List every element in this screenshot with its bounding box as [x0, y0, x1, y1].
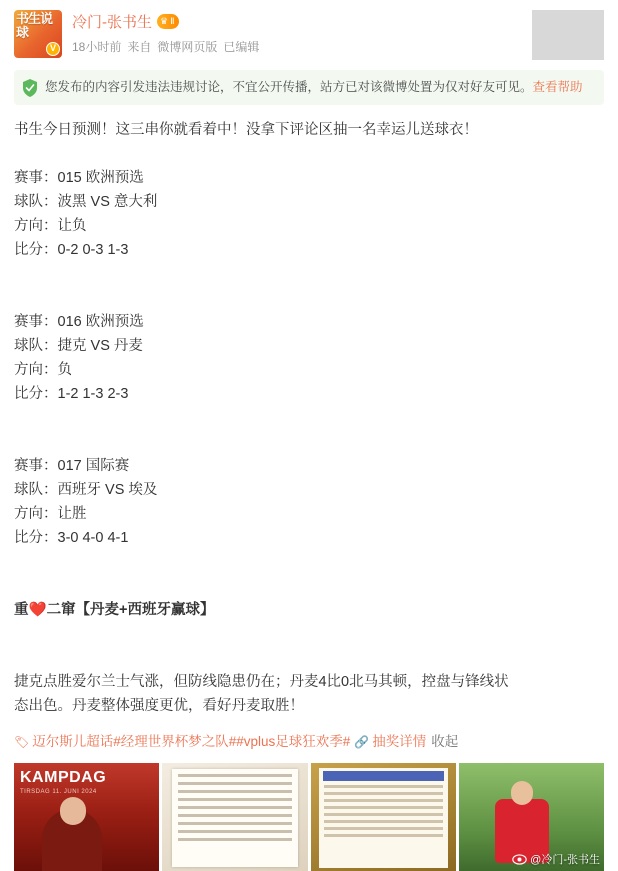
spacer	[14, 574, 604, 598]
value: 捷克 VS 丹麦	[57, 338, 143, 354]
match-block	[14, 454, 604, 550]
slip-line	[178, 806, 291, 809]
player-head	[511, 781, 533, 805]
image-kampdag-poster[interactable]	[14, 763, 159, 871]
slip-line	[324, 792, 443, 795]
value: 负	[57, 362, 72, 378]
slip-line	[178, 822, 291, 825]
spacer	[14, 622, 604, 646]
match-event	[14, 166, 604, 190]
label: 方向：	[14, 218, 58, 234]
collapse-button[interactable]: 收起	[431, 734, 459, 749]
label: 比分：	[14, 386, 58, 402]
match-score	[14, 526, 604, 550]
watermark-text: @冷门-张书生	[530, 854, 600, 866]
edited-flag: 已编辑	[223, 40, 260, 54]
poster-title: KAMPDAG	[20, 769, 107, 786]
analysis-line-2: 态出色。丹麦整体强度更优，看好丹麦取胜！	[14, 698, 304, 714]
slip-line	[324, 799, 443, 802]
source-prefix: 来自	[127, 40, 152, 54]
verified-badge-icon: V	[46, 42, 60, 56]
label: 赛事：	[14, 458, 58, 474]
match-teams	[14, 478, 604, 502]
slip-line	[324, 813, 443, 816]
post-source[interactable]: 微博网页版	[157, 40, 218, 54]
match-score	[14, 382, 604, 406]
topic-link-dreamteam[interactable]: #经理世界杯梦之队#	[113, 734, 237, 749]
spacer	[14, 646, 604, 670]
image-betting-slip[interactable]	[162, 763, 307, 871]
slip-line	[178, 838, 291, 841]
spacer	[14, 430, 604, 454]
slip-line	[178, 790, 291, 793]
username-row	[72, 10, 524, 32]
post-header	[0, 0, 618, 64]
image-grid	[0, 763, 618, 871]
topic-link-vplus[interactable]: #vplus足球狂欢季#	[236, 734, 351, 749]
slip-line	[324, 834, 443, 837]
slip-line	[178, 798, 291, 801]
label: 方向：	[14, 362, 58, 378]
value: 0-2 0-3 1-3	[57, 242, 129, 258]
slip-line	[324, 827, 443, 830]
match-block	[14, 166, 604, 262]
match-teams	[14, 334, 604, 358]
heart-icon: ❤️	[28, 602, 47, 618]
value: 017 国际赛	[57, 458, 130, 474]
avatar-label: 书生说球	[16, 11, 53, 40]
highlight-prefix: 重	[14, 602, 29, 618]
shield-icon	[22, 79, 38, 97]
value: 016 欧洲预选	[57, 314, 144, 330]
label: 赛事：	[14, 314, 58, 330]
value: 让胜	[57, 506, 87, 522]
label: 球队：	[14, 338, 58, 354]
post-content	[0, 118, 618, 718]
highlight-pick	[14, 598, 604, 622]
value: 015 欧洲预选	[57, 170, 144, 186]
poster-figure-head	[60, 797, 86, 825]
topic-links	[0, 731, 618, 753]
crown-icon: ♛	[160, 15, 169, 26]
violation-notice	[14, 70, 604, 105]
label: 赛事：	[14, 170, 58, 186]
header-thumbnail[interactable]	[532, 10, 604, 60]
spacer	[14, 406, 604, 430]
value: 1-2 1-3 2-3	[57, 386, 129, 402]
slip-line	[178, 774, 291, 777]
label: 球队：	[14, 194, 58, 210]
link-icon: 🔗	[354, 735, 370, 749]
slip-line	[178, 782, 291, 785]
spacer	[14, 142, 604, 166]
vip-badge-label: Ⅱ	[170, 15, 175, 26]
slip-header-band	[323, 771, 444, 781]
match-teams	[14, 190, 604, 214]
spacer	[14, 262, 604, 286]
image-betting-slip-2[interactable]	[311, 763, 456, 871]
label: 比分：	[14, 530, 58, 546]
weibo-eye-icon	[512, 853, 527, 866]
spacer	[14, 550, 604, 574]
notice-text-wrap	[45, 78, 583, 97]
slip-line	[324, 785, 443, 788]
value: 波黑 VS 意大利	[57, 194, 158, 210]
topic-link-supertopic[interactable]: 迈尔斯儿超话	[32, 734, 114, 749]
tag-icon: 🏷	[14, 735, 30, 749]
analysis-line-1: 捷克点胜爱尔兰士气涨，但防线隐患仍在；丹麦4比0北马其顿，控盘与锋线状	[14, 674, 509, 690]
post-intro: 书生今日预测！这三串你就看着中！没拿下评论区抽一名幸运儿送球衣！	[14, 122, 478, 138]
highlight-suffix: 二窜【丹麦+西班牙赢球】	[46, 602, 215, 618]
image-player-photo[interactable]	[459, 763, 604, 871]
spacer	[14, 286, 604, 310]
notice-help-link[interactable]: 查看帮助	[532, 80, 583, 94]
topic-link-lottery[interactable]: 抽奖详情	[372, 734, 427, 749]
label: 方向：	[14, 506, 58, 522]
match-event	[14, 310, 604, 334]
poster-subtitle: TIRSDAG 11. JUNI 2024	[20, 789, 97, 795]
slip-line	[178, 830, 291, 833]
match-event	[14, 454, 604, 478]
slip-paper-2	[319, 768, 448, 868]
header-info	[72, 10, 524, 55]
value: 西班牙 VS 埃及	[57, 482, 158, 498]
slip-paper	[172, 769, 297, 867]
match-score	[14, 238, 604, 262]
username[interactable]: 冷门-张书生	[72, 13, 152, 31]
value: 让负	[57, 218, 87, 234]
label: 球队：	[14, 482, 58, 498]
post-meta	[72, 38, 524, 55]
post-time: 18小时前	[72, 40, 122, 54]
slip-line	[324, 820, 443, 823]
match-direction	[14, 358, 604, 382]
watermark	[512, 851, 600, 867]
match-block	[14, 310, 604, 406]
label: 比分：	[14, 242, 58, 258]
value: 3-0 4-0 4-1	[57, 530, 129, 546]
notice-text: 您发布的内容引发违法违规讨论，不宜公开传播，站方已对该微博处置为仅对好友可见。	[45, 80, 533, 94]
match-direction	[14, 502, 604, 526]
slip-line	[178, 814, 291, 817]
avatar[interactable]	[14, 10, 62, 58]
slip-line	[324, 806, 443, 809]
match-direction	[14, 214, 604, 238]
vip-badge[interactable]	[157, 14, 179, 29]
